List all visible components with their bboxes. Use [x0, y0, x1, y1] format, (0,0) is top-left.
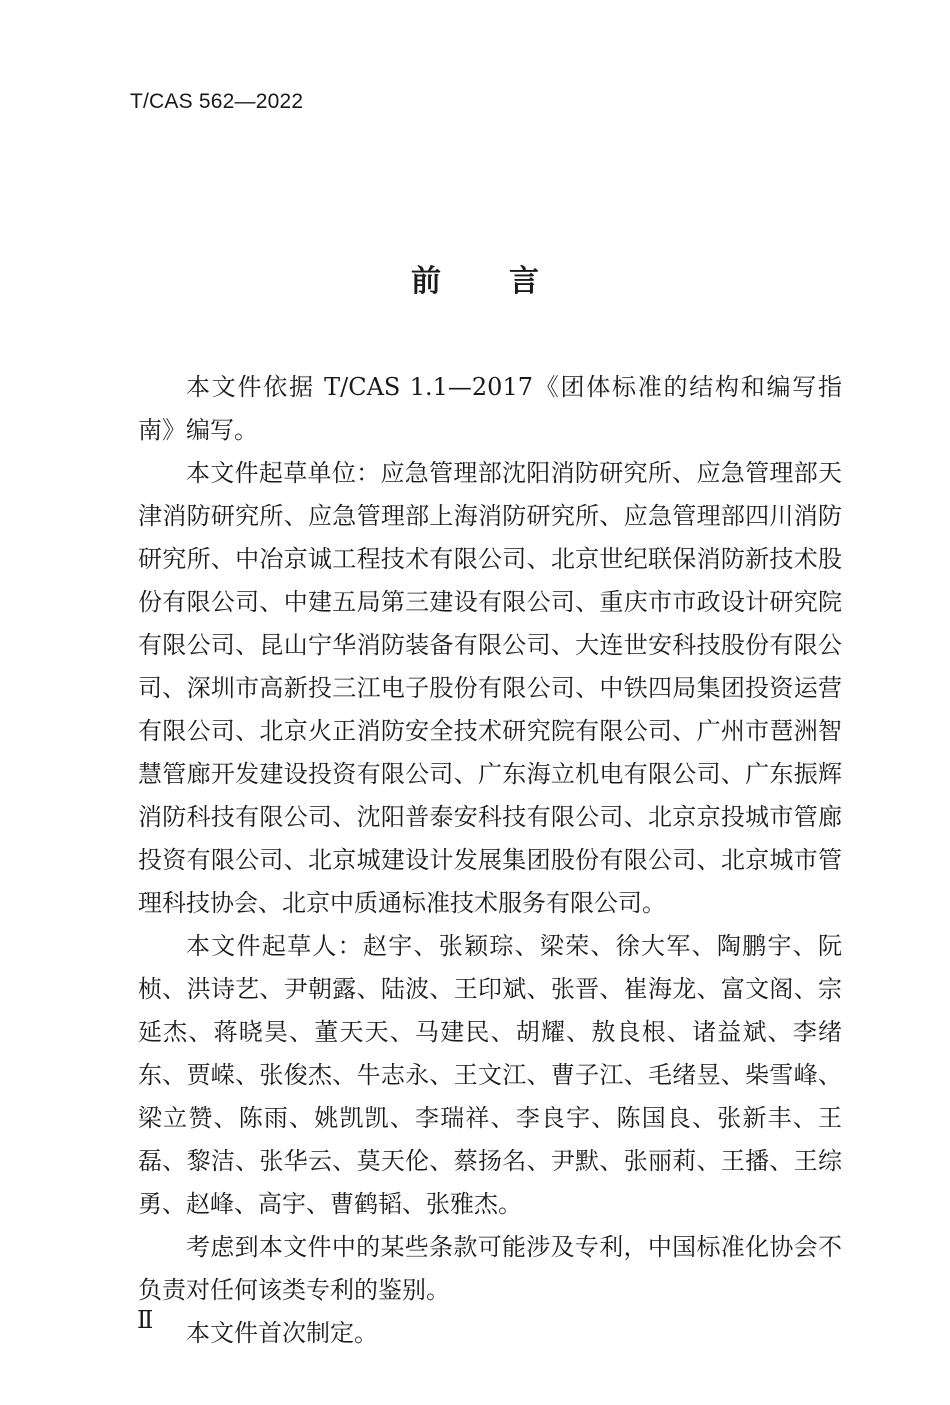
foreword-body	[138, 366, 842, 1355]
page-number: Ⅱ	[137, 1308, 154, 1334]
paragraph-patent-notice: 考虑到本文件中的某些条款可能涉及专利，中国标准化协会不负责对任何该类专利的鉴别。	[138, 1233, 842, 1304]
paragraph-drafting-units: 本文件起草单位：应急管理部沈阳消防研究所、应急管理部天津消防研究所、应急管理部上海消防研究所、应急管理部四川消防研究所、中冶京诚工程技术有限公司、北京世纪联保消防新技术股份有限公司、中建五局第三建设有限公司、重庆市市政设计研究院有限公司、昆山宁华消防装备有限公司、大连世安科技股份有限公司、深圳市高新投三江电子股份有限公司、中铁四局集团投资运营有限公司、北京火正消防安全技术研究院有限公司、广州市琶洲智慧管廊开发建设投资有限公司、广东海立机电有限公司、广东振辉消防科技有限公司、沈阳普泰安科技有限公司、北京京投城市管廊投资有限公司、北京城建设计发展集团股份有限公司、北京城市管理科技协会、北京中质通标准技术服务有限公司。	[138, 459, 842, 917]
page-title: 前言	[411, 264, 607, 299]
paragraph-drafters: 本文件起草人：赵宇、张颖琮、梁荣、徐大军、陶鹏宇、阮桢、洪诗艺、尹朝露、陆波、王印斌、张晋、崔海龙、富文阁、宗延杰、蒋晓昊、董天天、马建民、胡耀、敖良根、诸益斌、李绪东、贾嵘、张俊杰、牛志永、王文江、曹子江、毛绪昱、柴雪峰、梁立赞、陈雨、姚凯凯、李瑞祥、李良宇、陈国良、张新丰、王磊、黎洁、张华云、莫天伦、蔡扬名、尹默、张丽莉、王播、王综勇、赵峰、高宇、曹鹤韬、张雅杰。	[138, 932, 842, 1218]
standard-code: T/CAS 562—2022	[130, 90, 304, 113]
paragraph-basis: 本文件依据 T/CAS 1.1—2017《团体标准的结构和编写指南》编写。	[138, 373, 842, 444]
paragraph-first-edition: 本文件首次制定。	[186, 1319, 378, 1347]
